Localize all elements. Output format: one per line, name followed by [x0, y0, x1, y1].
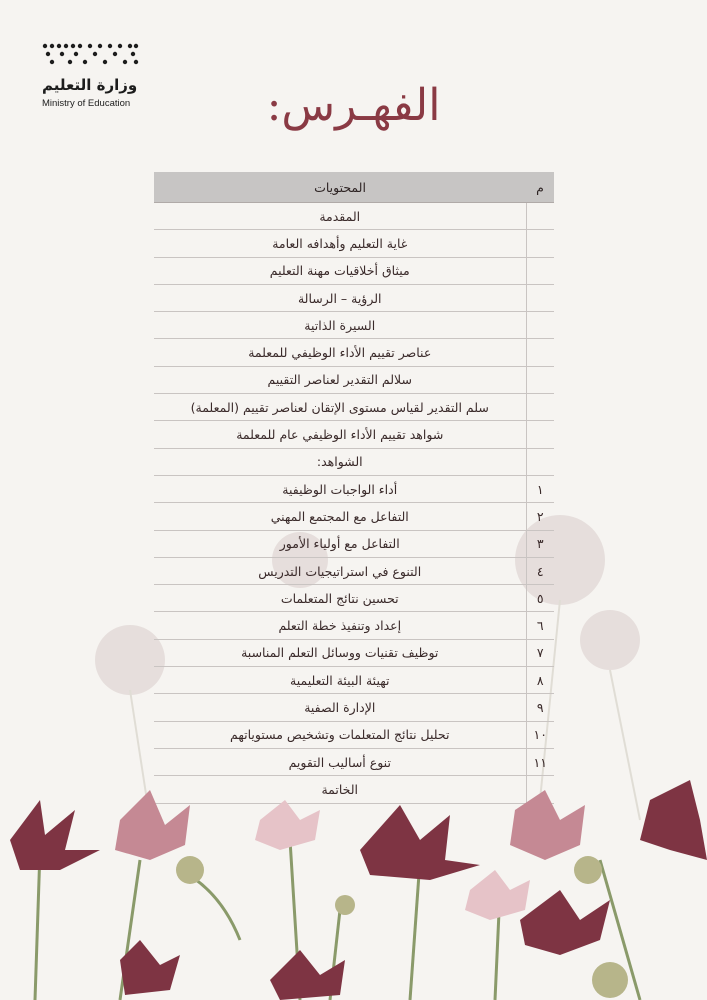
toc-row-number: ٥: [526, 585, 554, 612]
toc-row-title: إعداد وتنفيذ خطة التعلم: [154, 612, 526, 639]
toc-row-number: [526, 312, 554, 339]
toc-row: [154, 312, 554, 339]
toc-row: [154, 257, 554, 284]
toc-row: [154, 284, 554, 311]
toc-row: [154, 557, 554, 584]
toc-row: [154, 503, 554, 530]
toc-body: [154, 203, 554, 804]
toc-row-number: ٩: [526, 694, 554, 721]
toc-row: [154, 530, 554, 557]
table-of-contents: [154, 172, 554, 804]
toc-row-number: ١: [526, 475, 554, 502]
toc-row-title: التفاعل مع أولياء الأمور: [154, 530, 526, 557]
toc-row: [154, 366, 554, 393]
toc-row-title: تنوع أساليب التقويم: [154, 748, 526, 775]
header-contents: المحتويات: [154, 172, 526, 203]
toc-row-number: ١٠: [526, 721, 554, 748]
table-header-row: [154, 172, 554, 203]
toc-row-number: ٨: [526, 667, 554, 694]
toc-row-number: ٧: [526, 639, 554, 666]
toc-row-number: [526, 448, 554, 475]
toc-row-number: ٣: [526, 530, 554, 557]
toc-row-title: الشواهد:: [154, 448, 526, 475]
toc-row-title: المقدمة: [154, 203, 526, 230]
toc-row-number: [526, 203, 554, 230]
toc-row-title: توظيف تقنيات ووسائل التعلم المناسبة: [154, 639, 526, 666]
toc-row-title: التنوع في استراتيجيات التدريس: [154, 557, 526, 584]
toc-row: [154, 394, 554, 421]
toc-row: [154, 667, 554, 694]
toc-row-number: [526, 230, 554, 257]
toc-row-title: الرؤية – الرسالة: [154, 284, 526, 311]
floral-border-illustration: [0, 780, 707, 1000]
toc-row: [154, 421, 554, 448]
toc-row-number: ٦: [526, 612, 554, 639]
toc-row-title: تهيئة البيئة التعليمية: [154, 667, 526, 694]
toc-row-number: [526, 421, 554, 448]
toc-row-title: أداء الواجبات الوظيفية: [154, 475, 526, 502]
toc-row: [154, 694, 554, 721]
toc-row-title: الإدارة الصفية: [154, 694, 526, 721]
ministry-dots-icon: [40, 40, 140, 72]
toc-row: [154, 230, 554, 257]
toc-row-number: [526, 257, 554, 284]
toc-row-title: شواهد تقييم الأداء الوظيفي عام للمعلمة: [154, 421, 526, 448]
toc-row-title: غاية التعليم وأهدافه العامة: [154, 230, 526, 257]
ministry-name-arabic: وزارة التعليم: [42, 76, 138, 94]
toc-row-number: ٢: [526, 503, 554, 530]
toc-row: [154, 448, 554, 475]
toc-row-title: تحسين نتائج المتعلمات: [154, 585, 526, 612]
toc-row: [154, 748, 554, 775]
toc-row-title: الخاتمة: [154, 776, 526, 803]
toc-row-title: ميثاق أخلاقيات مهنة التعليم: [154, 257, 526, 284]
toc-row-title: سلم التقدير لقياس مستوى الإتقان لعناصر تقييم (المعلمة): [154, 394, 526, 421]
toc-row: [154, 585, 554, 612]
toc-row-number: [526, 366, 554, 393]
header-number: م: [526, 172, 554, 203]
toc-row: [154, 612, 554, 639]
toc-row-title: التفاعل مع المجتمع المهني: [154, 503, 526, 530]
toc-row: [154, 721, 554, 748]
toc-row-title: عناصر تقييم الأداء الوظيفي للمعلمة: [154, 339, 526, 366]
toc-row: [154, 339, 554, 366]
toc-row: [154, 639, 554, 666]
toc-row: [154, 203, 554, 230]
toc-row-number: [526, 394, 554, 421]
page-title: الفهـرس:: [266, 80, 441, 131]
toc-row-title: السيرة الذاتية: [154, 312, 526, 339]
toc-row-number: [526, 339, 554, 366]
toc-row: [154, 475, 554, 502]
ministry-name-english: Ministry of Education: [42, 98, 131, 109]
toc-row-number: [526, 284, 554, 311]
toc-row-title: سلالم التقدير لعناصر التقييم: [154, 366, 526, 393]
toc-row-number: ٤: [526, 557, 554, 584]
toc-row-title: تحليل نتائج المتعلمات وتشخيص مستوياتهم: [154, 721, 526, 748]
toc-row-number: ١١: [526, 748, 554, 775]
